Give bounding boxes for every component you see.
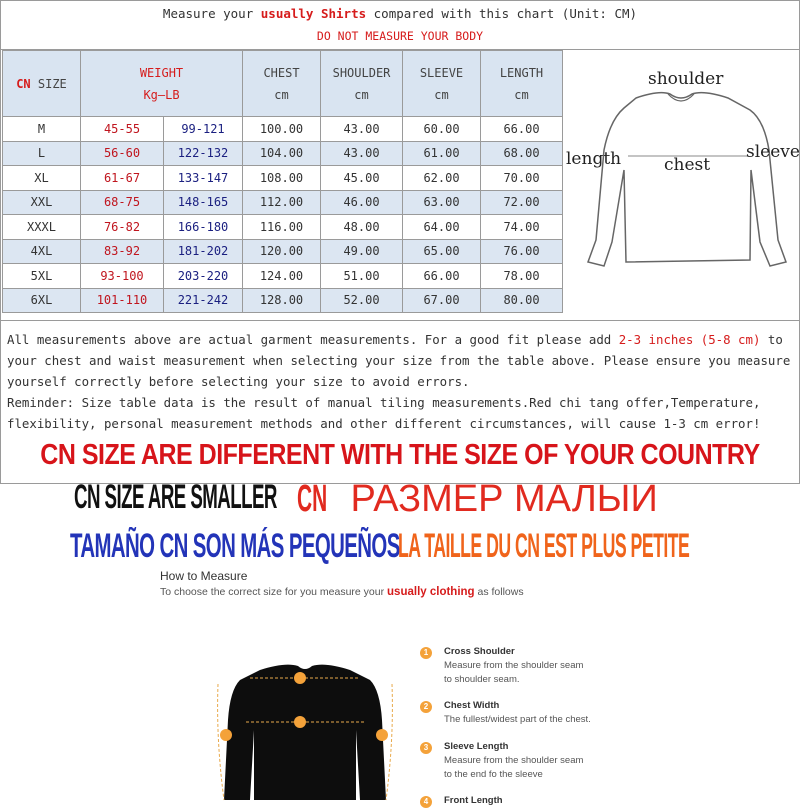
english-notice: CN SIZE ARE SMALLER (74, 478, 277, 516)
weight-unit: Kg—LB (143, 87, 180, 102)
shirt-diagram (564, 50, 798, 318)
cell-size: XL (3, 166, 81, 191)
cell-chest: 112.00 (243, 190, 321, 215)
legend-number: 2 (420, 701, 432, 713)
chest-unit: cm (274, 87, 289, 102)
col-sleeve (403, 51, 481, 117)
cell-sleeve: 67.00 (403, 288, 481, 313)
weight-label: WEIGHT (139, 65, 184, 80)
sleeve-label: SLEEVE (419, 65, 464, 80)
french-notice: LA TAILLE DU CN EST PLUS PETITE (398, 527, 690, 565)
cell-kg: 93-100 (81, 264, 164, 289)
cell-lb: 221-242 (164, 288, 243, 313)
legend-title: Chest Width (444, 700, 500, 711)
table-row (3, 117, 563, 142)
cell-lb: 122-132 (164, 141, 243, 166)
cell-size: XXXL (3, 215, 81, 240)
table-row (3, 239, 563, 264)
chart-title (0, 6, 800, 21)
cell-size: 4XL (3, 239, 81, 264)
note-highlight: 2-3 inches (5-8 cm) (618, 332, 761, 347)
table-row (3, 166, 563, 191)
cell-sleeve: 62.00 (403, 166, 481, 191)
legend-title: Front Length (444, 795, 503, 806)
col-length (481, 51, 563, 117)
cell-length: 80.00 (481, 288, 563, 313)
cell-chest: 124.00 (243, 264, 321, 289)
warning-text: DO NOT MEASURE YOUR BODY (316, 29, 484, 43)
cell-size: L (3, 141, 81, 166)
table-row (3, 215, 563, 240)
table-row (3, 190, 563, 215)
cell-kg: 45-55 (81, 117, 164, 142)
diagram-length-label: length (566, 149, 622, 169)
col-shoulder (321, 51, 403, 117)
shoulder-label: SHOULDER (332, 65, 391, 80)
cell-lb: 203-220 (164, 264, 243, 289)
cell-shoulder: 43.00 (321, 141, 403, 166)
cell-sleeve: 66.00 (403, 264, 481, 289)
cell-length: 72.00 (481, 190, 563, 215)
cell-sleeve: 61.00 (403, 141, 481, 166)
black-shirt-illustration (210, 650, 400, 800)
cell-chest: 116.00 (243, 215, 321, 240)
title-text: Measure your (162, 6, 261, 21)
cell-chest: 100.00 (243, 117, 321, 142)
sleeve-unit: cm (434, 87, 449, 102)
legend-item-cross-shoulder (423, 645, 584, 687)
cell-size: XXL (3, 190, 81, 215)
col-chest (243, 51, 321, 117)
cell-sleeve: 60.00 (403, 117, 481, 142)
legend-desc: to the end fo the sleeve (444, 769, 543, 780)
cell-lb: 99-121 (164, 117, 243, 142)
length-unit: cm (514, 87, 529, 102)
russian-notice (297, 478, 658, 521)
legend-item-sleeve-length (423, 740, 584, 782)
cell-shoulder: 49.00 (321, 239, 403, 264)
how-to-measure-title: How to Measure (160, 569, 248, 583)
cell-length: 66.00 (481, 117, 563, 142)
cell-kg: 68-75 (81, 190, 164, 215)
cell-length: 74.00 (481, 215, 563, 240)
cell-shoulder: 48.00 (321, 215, 403, 240)
diagram-sleeve-label: sleeve (746, 142, 800, 162)
diagram-shoulder-label: shoulder (648, 69, 724, 89)
table-row (3, 288, 563, 313)
legend-title: Cross Shoulder (444, 646, 515, 657)
cell-kg: 101-110 (81, 288, 164, 313)
cell-kg: 61-67 (81, 166, 164, 191)
how-sub-text: To choose the correct size for you measure your (160, 586, 388, 598)
cell-size: 6XL (3, 288, 81, 313)
cell-length: 68.00 (481, 141, 563, 166)
cell-size: 5XL (3, 264, 81, 289)
note-reminder: Reminder: Size table data is the result of manual tiling measurements.Red chi tang offer,Temperature, flexibility, personal measurement methods and other different circumstances, will cause 1-3 cm error! (7, 395, 761, 431)
cell-sleeve: 63.00 (403, 190, 481, 215)
legend-item-chest-width (423, 699, 591, 727)
size-warning-banner: CN SIZE ARE DIFFERENT WITH THE SIZE OF YOUR COUNTRY (40, 438, 760, 472)
note-paragraph-1: All measurements above are actual garment measurements. For a good fit please add (7, 332, 619, 347)
cell-lb: 148-165 (164, 190, 243, 215)
note-paragraph-1-rest: to your chest and waist measurement when selecting your size from the table above. Please ensure you measure yourself correctly before selecting your size to avoid errors. (7, 332, 791, 389)
diagram-chest-label: chest (664, 155, 711, 175)
cell-chest: 108.00 (243, 166, 321, 191)
how-sub-end: as follows (474, 586, 524, 598)
legend-title: Sleeve Length (444, 741, 509, 752)
cell-length: 70.00 (481, 166, 563, 191)
shoulder-unit: cm (354, 87, 369, 102)
legend-number: 3 (420, 742, 432, 754)
title-unit: compared with this chart (Unit: CM) (366, 6, 638, 21)
size-table (2, 50, 563, 313)
table-header (3, 51, 563, 117)
spanish-notice: TAMAÑO CN SON MÁS PEQUEÑOS (70, 527, 400, 565)
cell-lb: 166-180 (164, 215, 243, 240)
cell-chest: 104.00 (243, 141, 321, 166)
col-weight (81, 51, 243, 117)
legend-desc: to shoulder seam. (444, 674, 520, 685)
how-to-measure-subtitle (160, 586, 524, 598)
table-row (3, 141, 563, 166)
russian-cn: CN (297, 478, 328, 520)
legend-desc: The fullest/widest part of the chest. (444, 714, 591, 725)
cell-kg: 76-82 (81, 215, 164, 240)
how-sub-highlight: usually clothing (387, 586, 475, 598)
cell-length: 76.00 (481, 239, 563, 264)
cell-shoulder: 45.00 (321, 166, 403, 191)
cell-lb: 181-202 (164, 239, 243, 264)
table-row (3, 264, 563, 289)
col-size (3, 51, 81, 117)
size-label: SIZE (30, 76, 67, 91)
cell-kg: 83-92 (81, 239, 164, 264)
cell-chest: 120.00 (243, 239, 321, 264)
legend-desc: Measure from the shoulder seam (444, 660, 584, 671)
length-label: LENGTH (499, 65, 544, 80)
cell-sleeve: 65.00 (403, 239, 481, 264)
notes-text (7, 329, 793, 434)
legend-number: 1 (420, 647, 432, 659)
cell-shoulder: 51.00 (321, 264, 403, 289)
divider (0, 320, 800, 321)
cell-size: M (3, 117, 81, 142)
cell-kg: 56-60 (81, 141, 164, 166)
cell-sleeve: 64.00 (403, 215, 481, 240)
chest-label: CHEST (263, 65, 300, 80)
russian-text: РАЗМЕР МАЛЫИ (350, 478, 658, 520)
cell-shoulder: 52.00 (321, 288, 403, 313)
cell-shoulder: 43.00 (321, 117, 403, 142)
cell-lb: 133-147 (164, 166, 243, 191)
legend-desc: Measure from the shoulder seam (444, 755, 584, 766)
title-highlight: usually Shirts (260, 6, 367, 21)
size-cn-label: CN (16, 76, 31, 91)
cell-chest: 128.00 (243, 288, 321, 313)
cell-shoulder: 46.00 (321, 190, 403, 215)
legend-item-front-length (423, 794, 503, 808)
cell-length: 78.00 (481, 264, 563, 289)
legend-number: 4 (420, 796, 432, 808)
